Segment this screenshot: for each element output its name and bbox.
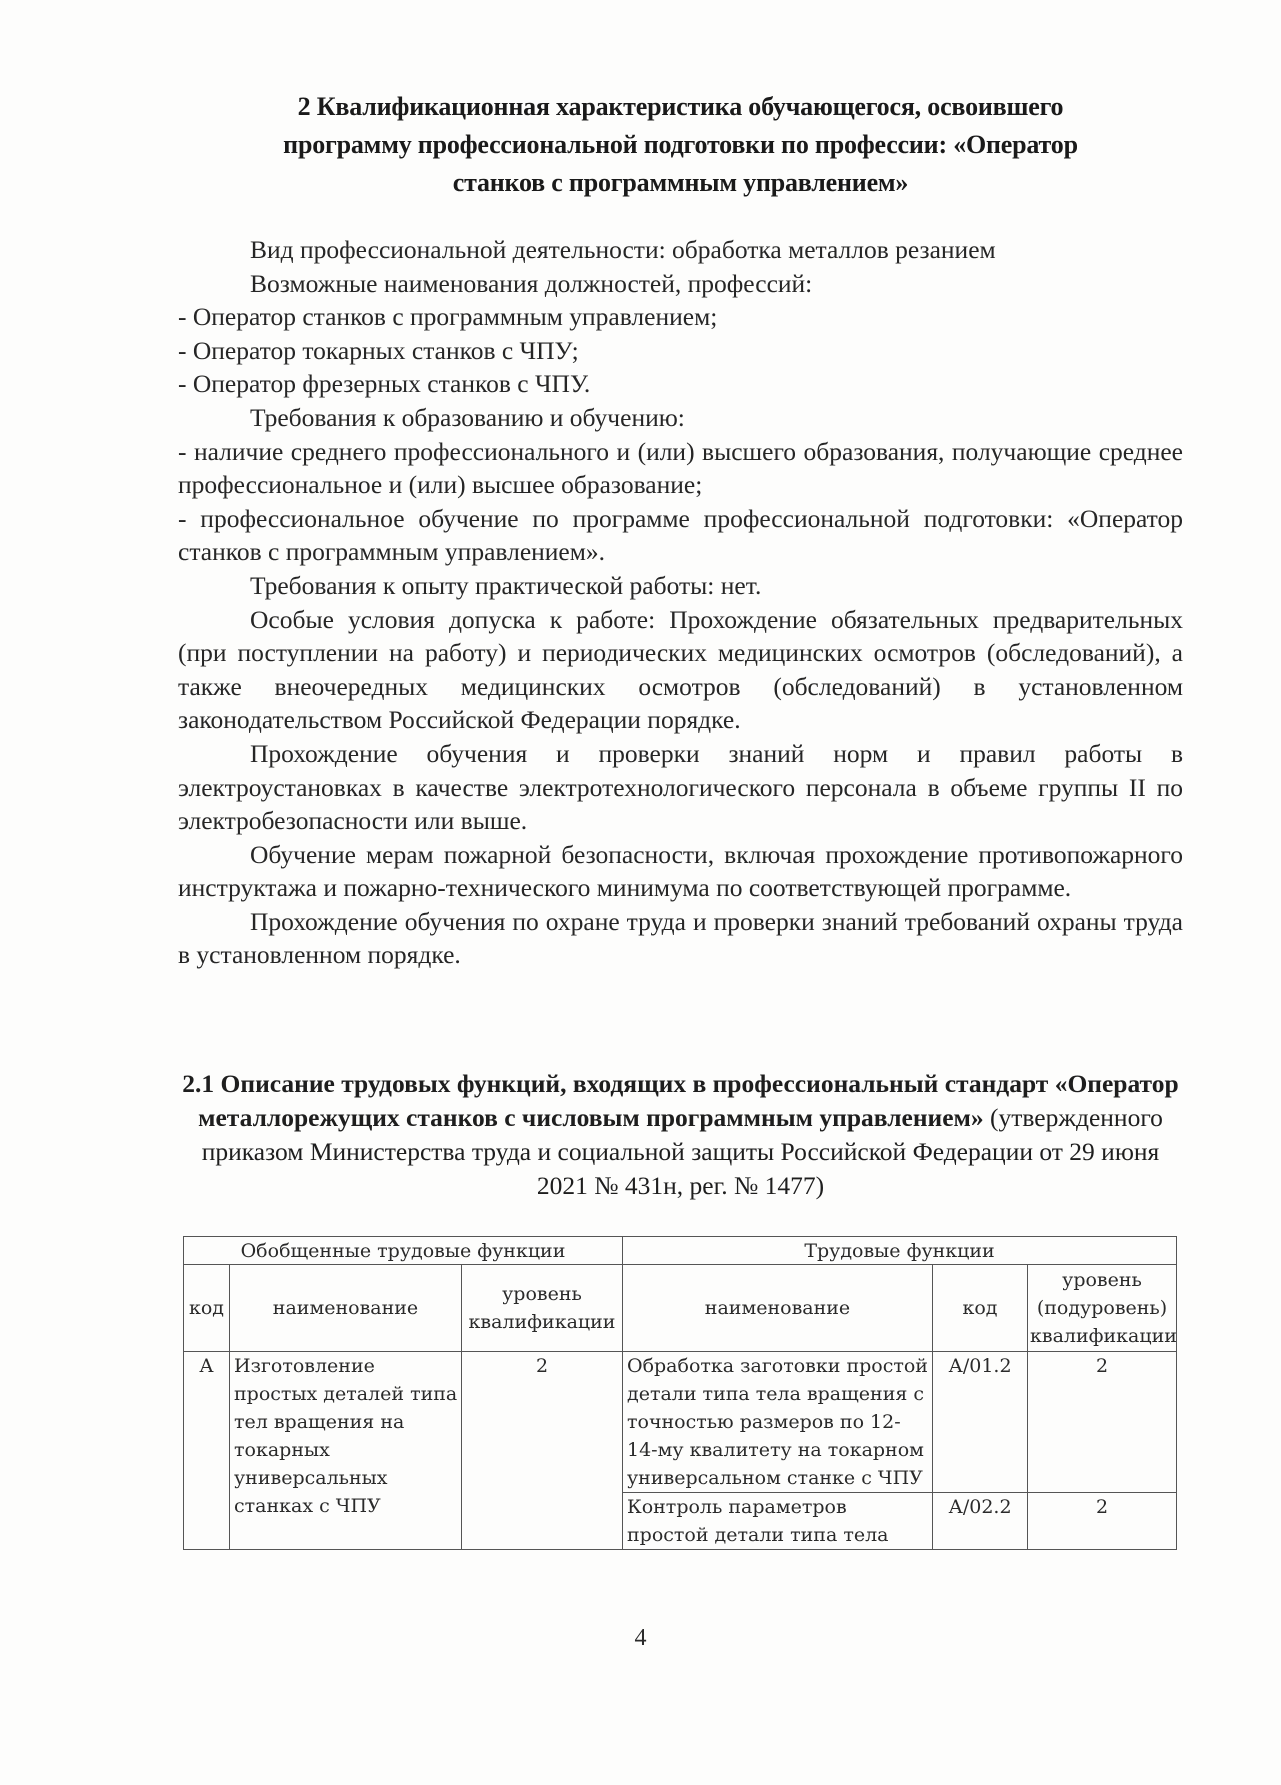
header-labor-functions: Трудовые функции [623,1237,1177,1265]
education-intro: Требования к образованию и обучению: [250,402,685,432]
header-generalized-functions: Обобщенные трудовые функции [184,1237,623,1265]
positions-intro: Возможные наименования должностей, профессий: [250,268,813,298]
table-column-header-row [184,1265,1177,1352]
position-item: - Оператор фрезерных станков с ЧПУ. [178,369,591,399]
gen-function-code: А [184,1352,230,1550]
col-header-fn-name: наименование [623,1265,933,1352]
col-header-fn-level: уровень (подуровень) квалификации [1028,1265,1177,1352]
education-item: - наличие среднего профессионального и (или) высшего образования, получающие среднее профессиональное и (или) высшее образование; [178,436,1183,500]
electrical-safety-requirement: Прохождение обучения и проверки знаний норм и правил работы в электроустановках в качестве электротехнологического персонала в объеме группы II по электробезопасности или выше. [178,738,1183,836]
col-header-gen-code: код [184,1265,230,1352]
education-item: - профессиональное обучение по программе профессиональной подготовки: «Оператор станков с программным управлением». [178,503,1183,567]
function-name: Обработка заготовки простой детали типа тела вращения с точностью размеров по 12-14-му квалитету на токарном универсальном станке с ЧПУ [623,1352,933,1493]
col-header-gen-name: наименование [230,1265,462,1352]
labor-protection-requirement: Прохождение обучения по охране труда и проверки знаний требований охраны труда в установленном порядке. [178,906,1183,970]
qualification-body [178,233,1183,972]
table-row [184,1352,1177,1493]
section-heading-line-2: программу профессиональной подготовки по профессии: «Оператор [283,130,1078,159]
special-conditions: Особые условия допуска к работе: Прохождение обязательных предварительных (при поступлении на работу) и периодических медицинских осмотров (обследований), а также внеочередных медицинских осмотров (обследований) в установленном законодательством Российской Федерации порядке. [178,604,1183,735]
fire-safety-requirement: Обучение мерам пожарной безопасности, включая прохождение противопожарного инструктажа и пожарно-технического минимума по соответствующей программе. [178,839,1183,903]
subsection-heading-title: 2.1 Описание трудовых функций, входящих в профессиональный стандарт «Оператор металлорежущих станков с числовым программным управлением» [182,1069,1179,1132]
function-name: Контроль параметров простой детали типа тела [623,1493,933,1550]
section-heading-line-1: 2 Квалификационная характеристика обучающегося, освоившего [297,92,1064,121]
function-level: 2 [1028,1352,1177,1493]
gen-function-level: 2 [462,1352,623,1550]
section-heading [178,88,1183,202]
function-code: А/02.2 [933,1493,1028,1550]
col-header-gen-level: уровень квалификации [462,1265,623,1352]
experience-requirement: Требования к опыту практической работы: нет. [250,570,762,600]
gen-function-name: Изготовление простых деталей типа тел вращения на токарных универсальных станках с ЧПУ [230,1352,462,1550]
subsection-heading [178,1067,1183,1203]
position-item: - Оператор станков с программным управлением; [178,302,718,332]
section-heading-line-3: станков с программным управлением» [452,168,909,197]
col-header-fn-code: код [933,1265,1028,1352]
activity-type: Вид профессиональной деятельности: обработка металлов резанием [250,235,996,264]
position-item: - Оператор токарных станков с ЧПУ; [178,335,579,365]
page-number: 4 [634,1625,647,1651]
function-level: 2 [1028,1493,1177,1550]
subsection-heading-reference: (утвержденного приказом Министерства труда и социальной защиты Российской Федерации от 29 июня 2021 № 431н, рег. № 1477) [201,1103,1163,1200]
labor-functions-table [183,1236,1177,1550]
table-group-header-row [184,1237,1177,1265]
function-code: А/01.2 [933,1352,1028,1493]
